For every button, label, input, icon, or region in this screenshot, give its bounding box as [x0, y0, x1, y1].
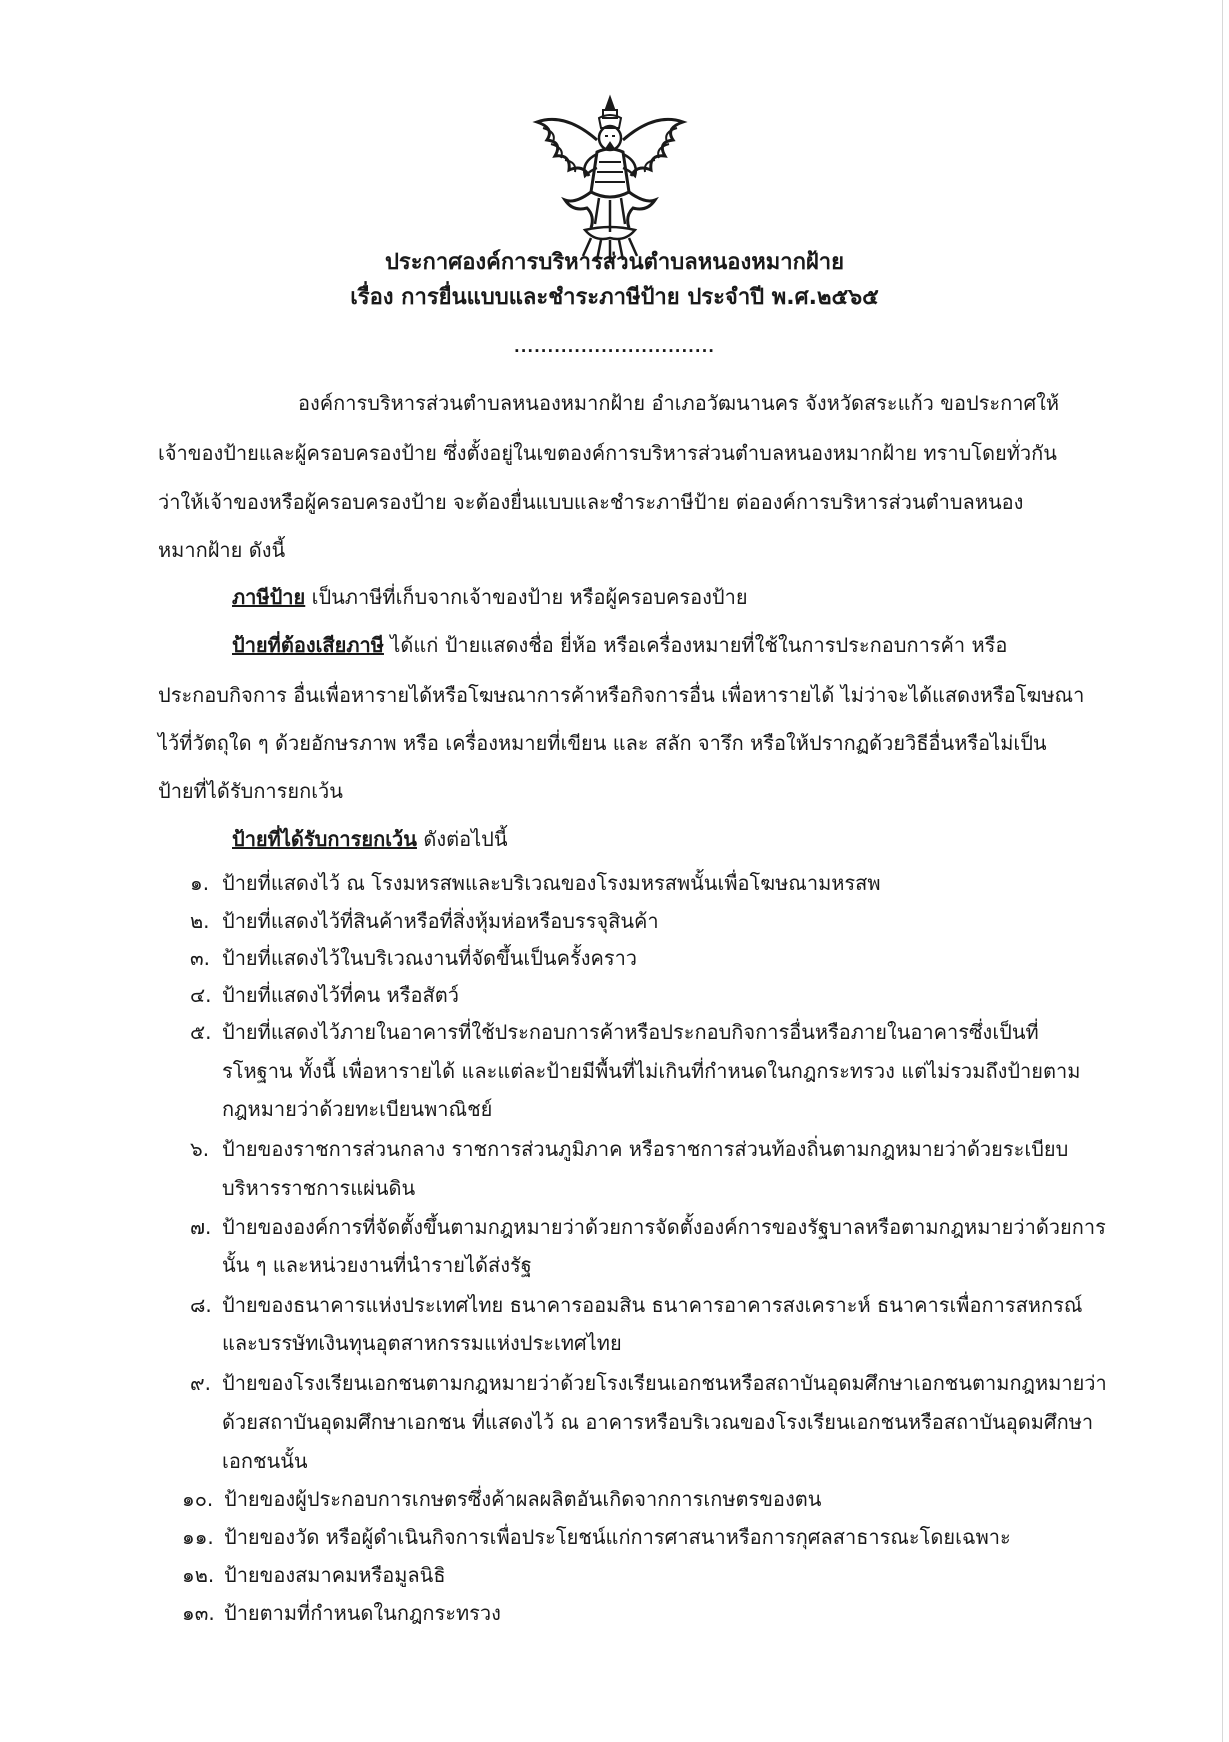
exempt-item-number: ๑๒. — [182, 1563, 215, 1587]
taxable-text: ได้แก่ ป้ายแสดงชื่อ ยี่ห้อ หรือเครื่องหมายที่ใช้ในการประกอบการค้า หรือ — [383, 633, 1008, 657]
exempt-item-text: กฎหมายว่าด้วยทะเบียนพาณิชย์ — [222, 1097, 493, 1121]
exempt-item-text: ด้วยสถาบันอุดมศึกษาเอกชน ที่แสดงไว้ ณ อาคารหรือบริเวณของโรงเรียนเอกชนหรือสถาบันอุดมศึกษา — [222, 1410, 1094, 1434]
exempt-term: ป้ายที่ได้รับการยกเว้น — [232, 827, 417, 851]
taxable-line-3: ไว้ที่วัตถุใด ๆ ด้วยอักษรภาพ หรือ เครื่องหมายที่เขียน และ สลัก จารึก หรือให้ปรากฏด้วยวิธีอื่นหรือไม่เป็น — [158, 731, 1047, 755]
exempt-item-text: และบรรษัทเงินทุนอุตสาหกรรมแห่งประเทศไทย — [222, 1331, 622, 1355]
taxable-line-1 — [232, 630, 1007, 660]
announcement-subject: เรื่อง การยื่นแบบและชำระภาษีป้าย ประจำปี พ.ศ.๒๕๖๕ — [350, 285, 879, 310]
exempt-item-text: ป้ายของโรงเรียนเอกชนตามกฎหมายว่าด้วยโรงเรียนเอกชนหรือสถาบันอุดมศึกษาเอกชนตามกฎหมายว่า — [222, 1371, 1107, 1395]
exempt-item-text: ป้ายของสมาคมหรือมูลนิธิ — [224, 1563, 446, 1587]
exempt-item-text: ป้ายของราชการส่วนกลาง ราชการส่วนภูมิภาค หรือราชการส่วนท้องถิ่นตามกฎหมายว่าด้วยระเบียบ — [222, 1137, 1069, 1161]
exempt-item-number: ๑๓. — [182, 1601, 215, 1625]
exempt-item-text: นั้น ๆ และหน่วยงานที่นำรายได้ส่งรัฐ — [222, 1253, 532, 1277]
exempt-item-number: ๕. — [190, 1020, 212, 1044]
exempt-item-number: ๗. — [190, 1215, 212, 1239]
intro-line-4: หมากฝ้าย ดังนี้ — [158, 538, 286, 562]
exempt-item-text: ป้ายที่แสดงไว้ในบริเวณงานที่จัดขึ้นเป็นครั้งคราว — [222, 946, 638, 970]
announcement-title: ประกาศองค์การบริหารส่วนตำบลหนองหมากฝ้าย — [384, 250, 845, 275]
exempt-item-text: ป้ายที่แสดงไว้ที่สินค้าหรือที่สิ่งหุ้มห่อหรือบรรจุสินค้า — [222, 909, 659, 933]
garuda-emblem — [525, 92, 695, 262]
intro-line-1: องค์การบริหารส่วนตำบลหนองหมากฝ้าย อำเภอวัฒนานคร จังหวัดสระแก้ว ขอประกาศให้ — [298, 391, 1060, 415]
title-separator: .............................. — [514, 338, 715, 356]
exempt-item-text: ป้ายของวัด หรือผู้ดำเนินกิจการเพื่อประโยชน์แก่การศาสนาหรือการกุศลสาธารณะโดยเฉพาะ — [224, 1525, 1011, 1549]
sign-tax-text: เป็นภาษีที่เก็บจากเจ้าของป้าย หรือผู้ครอบครองป้าย — [305, 585, 748, 609]
exempt-item-text: ป้ายขององค์การที่จัดตั้งขึ้นตามกฎหมายว่าด้วยการจัดตั้งองค์การของรัฐบาลหรือตามกฎหมายว่าด้วยการ — [222, 1215, 1106, 1239]
exempt-item-number: ๑๑. — [182, 1525, 214, 1549]
exempt-item-number: ๓. — [190, 946, 211, 970]
intro-line-3: ว่าให้เจ้าของหรือผู้ครอบครองป้าย จะต้องยื่นแบบและชำระภาษีป้าย ต่อองค์การบริหารส่วนตำบลหนอง — [158, 490, 1024, 514]
exempt-item-number: ๖. — [190, 1137, 210, 1161]
exempt-text: ดังต่อไปนี้ — [416, 827, 508, 851]
exempt-item-number: ๘. — [190, 1293, 212, 1317]
exempt-item-text: ป้ายที่แสดงไว้ภายในอาคารที่ใช้ประกอบการค้าหรือประกอบกิจการอื่นหรือภายในอาคารซึ่งเป็นที่ — [222, 1020, 1039, 1044]
taxable-line-2: ประกอบกิจการ อื่นเพื่อหารายได้หรือโฆษณาการค้าหรือกิจการอื่น เพื่อหารายได้ ไม่ว่าจะได้แสดงหรือโฆษณา — [158, 683, 1085, 707]
exempt-item-number: ๔. — [190, 983, 212, 1007]
exempt-item-number: ๑๐. — [182, 1487, 214, 1511]
exempt-item-text: ป้ายของธนาคารแห่งประเทศไทย ธนาคารออมสิน ธนาคารอาคารสงเคราะห์ ธนาคารเพื่อการสหกรณ์ — [222, 1293, 1083, 1317]
exempt-item-text: บริหารราชการแผ่นดิน — [222, 1176, 416, 1200]
sign-tax-definition — [232, 582, 748, 612]
exempt-item-number: ๑. — [190, 871, 210, 895]
intro-line-2: เจ้าของป้ายและผู้ครอบครองป้าย ซึ่งตั้งอยู่ในเขตองค์การบริหารส่วนตำบลหนองหมากฝ้าย ทราบโดยทั่วกัน — [158, 441, 1057, 465]
exempt-item-text: เอกชนนั้น — [222, 1449, 308, 1473]
exempt-item-text: ป้ายของผู้ประกอบการเกษตรซึ่งค้าผลผลิตอันเกิดจากการเกษตรของตน — [224, 1487, 822, 1511]
exempt-item-number: ๙. — [190, 1371, 212, 1395]
taxable-term: ป้ายที่ต้องเสียภาษี — [232, 633, 384, 657]
exempt-item-text: ป้ายตามที่กำหนดในกฎกระทรวง — [224, 1601, 501, 1625]
exempt-item-text: ป้ายที่แสดงไว้ที่คน หรือสัตว์ — [222, 983, 459, 1007]
exempt-heading — [232, 824, 508, 854]
exempt-item-number: ๒. — [190, 909, 210, 933]
exempt-item-text: รโหฐาน ทั้งนี้ เพื่อหารายได้ และแต่ละป้ายมีพื้นที่ไม่เกินที่กำหนดในกฎกระทรวง แต่ไม่รวมถึงป้ายตาม — [222, 1059, 1081, 1083]
sign-tax-term: ภาษีป้าย — [232, 585, 306, 609]
taxable-line-4: ป้ายที่ได้รับการยกเว้น — [158, 779, 343, 803]
exempt-item-text: ป้ายที่แสดงไว้ ณ โรงมหรสพและบริเวณของโรงมหรสพนั้นเพื่อโฆษณามหรสพ — [222, 871, 881, 895]
